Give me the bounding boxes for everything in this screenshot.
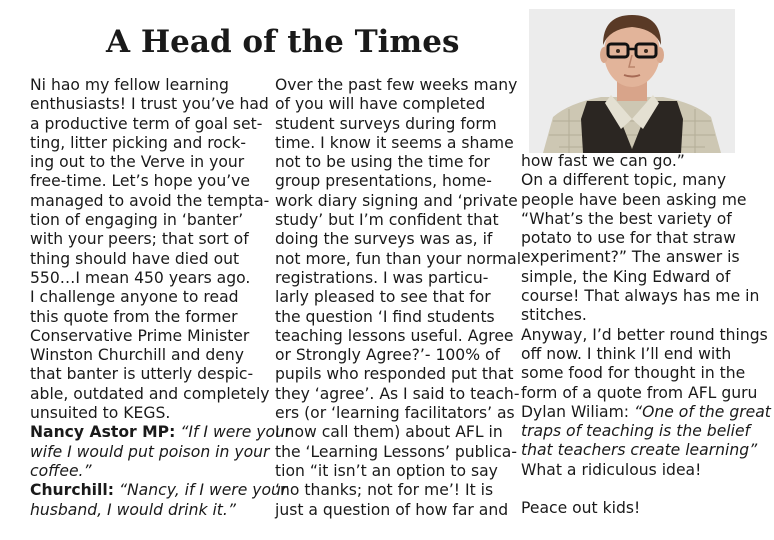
- text-line: a productive term of goal set-: [30, 114, 263, 133]
- text-line: that banter is utterly despic-: [30, 365, 254, 384]
- text-line: tion of engaging in ‘banter’: [30, 211, 244, 230]
- text-line: or Strongly Agree?’- 100% of: [275, 346, 501, 365]
- text-line: group presentations, home-: [275, 172, 492, 191]
- text-line: they ‘agree’. As I said to teach-: [275, 384, 520, 403]
- text-line: not to be using the time for: [275, 153, 490, 172]
- text-line: What a ridiculous idea!: [521, 460, 702, 479]
- text-line: thing should have died out: [30, 249, 240, 268]
- text-line: Dylan Wiliam:: [521, 402, 634, 421]
- astor-quote-line: [30, 423, 291, 442]
- text-line: Anyway, I’d better round things: [521, 325, 768, 344]
- text-line: On a different topic, many: [521, 171, 727, 190]
- text-line: pupils who responded put that: [275, 365, 514, 384]
- text-line: tion “it isn’t an option to say: [275, 461, 498, 480]
- quote-text: that teachers create learning”: [521, 441, 758, 460]
- column-1: [30, 76, 291, 520]
- text-line: teaching lessons useful. Agree: [275, 326, 514, 345]
- text-line: off now. I think I’ll end with: [521, 344, 732, 363]
- text-line: not more, fun than your normal: [275, 249, 522, 268]
- text-line: of you will have completed: [275, 95, 486, 114]
- text-line: doing the surveys was as, if: [275, 230, 493, 249]
- text-line: the ‘Learning Lessons’ publica-: [275, 442, 517, 461]
- quote-text: wife I would put poison in your: [30, 442, 270, 461]
- text-line: how fast we can go.”: [521, 152, 685, 170]
- text-line: course! That always has me in: [521, 287, 760, 306]
- text-line: 550…I mean 450 years ago.: [30, 268, 251, 287]
- column-3: [521, 152, 771, 519]
- text-line: ‘no thanks; not for me’! It is: [275, 481, 494, 500]
- text-line: some food for thought in the: [521, 364, 746, 383]
- text-line: stitches.: [521, 306, 587, 325]
- text-line: people have been asking me: [521, 190, 747, 209]
- quote-text: coffee.”: [30, 461, 92, 480]
- text-line: with your peers; that sort of: [30, 230, 249, 249]
- quote-text: traps of teaching is the belief: [521, 422, 751, 441]
- text-line: just a question of how far and: [275, 500, 509, 519]
- text-line: Ni hao my fellow learning: [30, 76, 229, 94]
- text-line: the question ‘I find students: [275, 307, 495, 326]
- speaker-astor: Nancy Astor MP:: [30, 423, 176, 442]
- text-line: unsuited to KEGS.: [30, 404, 171, 423]
- text-line: Winston Churchill and deny: [30, 346, 244, 365]
- text-line: I challenge anyone to read: [30, 288, 239, 307]
- text-line: Over the past few weeks many: [275, 76, 518, 94]
- quote-text: “Nancy, if I were your: [118, 481, 288, 500]
- text-line: potato to use for that straw: [521, 229, 736, 248]
- text-line: “What’s the best variety of: [521, 209, 732, 228]
- quote-text: “One of the great: [634, 402, 771, 421]
- quote-text: “If I were your: [180, 423, 292, 442]
- author-photo: [529, 9, 735, 153]
- article-title: A Head of the Times: [106, 24, 460, 60]
- text-line: enthusiasts! I trust you’ve had: [30, 95, 269, 114]
- churchill-quote-line: [30, 481, 291, 500]
- text-line: study’ but I’m confident that: [275, 211, 499, 230]
- text-line: ting, litter picking and rock-: [30, 133, 247, 152]
- text-line: ing out to the Verve in your: [30, 153, 245, 172]
- signoff: Peace out kids!: [521, 499, 641, 518]
- text-line: registrations. I was particu-: [275, 268, 489, 287]
- text-line: Conservative Prime Minister: [30, 326, 250, 345]
- text-line: I now call them) about AFL in: [275, 423, 503, 442]
- blank-line: [521, 480, 771, 499]
- text-line: ers (or ‘learning facilitators’ as: [275, 404, 515, 423]
- wiliam-quote-line: [521, 403, 771, 422]
- text-line: larly pleased to see that for: [275, 288, 491, 307]
- text-line: able, outdated and completely: [30, 384, 270, 403]
- column-2: [275, 76, 521, 520]
- text-line: free-time. Let’s hope you’ve: [30, 172, 250, 191]
- text-line: managed to avoid the tempta-: [30, 191, 270, 210]
- text-line: time. I know it seems a shame: [275, 133, 514, 152]
- text-line: work diary signing and ‘private: [275, 191, 518, 210]
- speaker-churchill: Churchill:: [30, 481, 114, 500]
- text-line: simple, the King Edward of: [521, 267, 731, 286]
- text-line: this quote from the former: [30, 307, 238, 326]
- text-line: form of a quote from AFL guru: [521, 383, 758, 402]
- text-line: experiment?” The answer is: [521, 248, 740, 267]
- text-line: student surveys during form: [275, 114, 497, 133]
- quote-text: husband, I would drink it.”: [30, 500, 236, 519]
